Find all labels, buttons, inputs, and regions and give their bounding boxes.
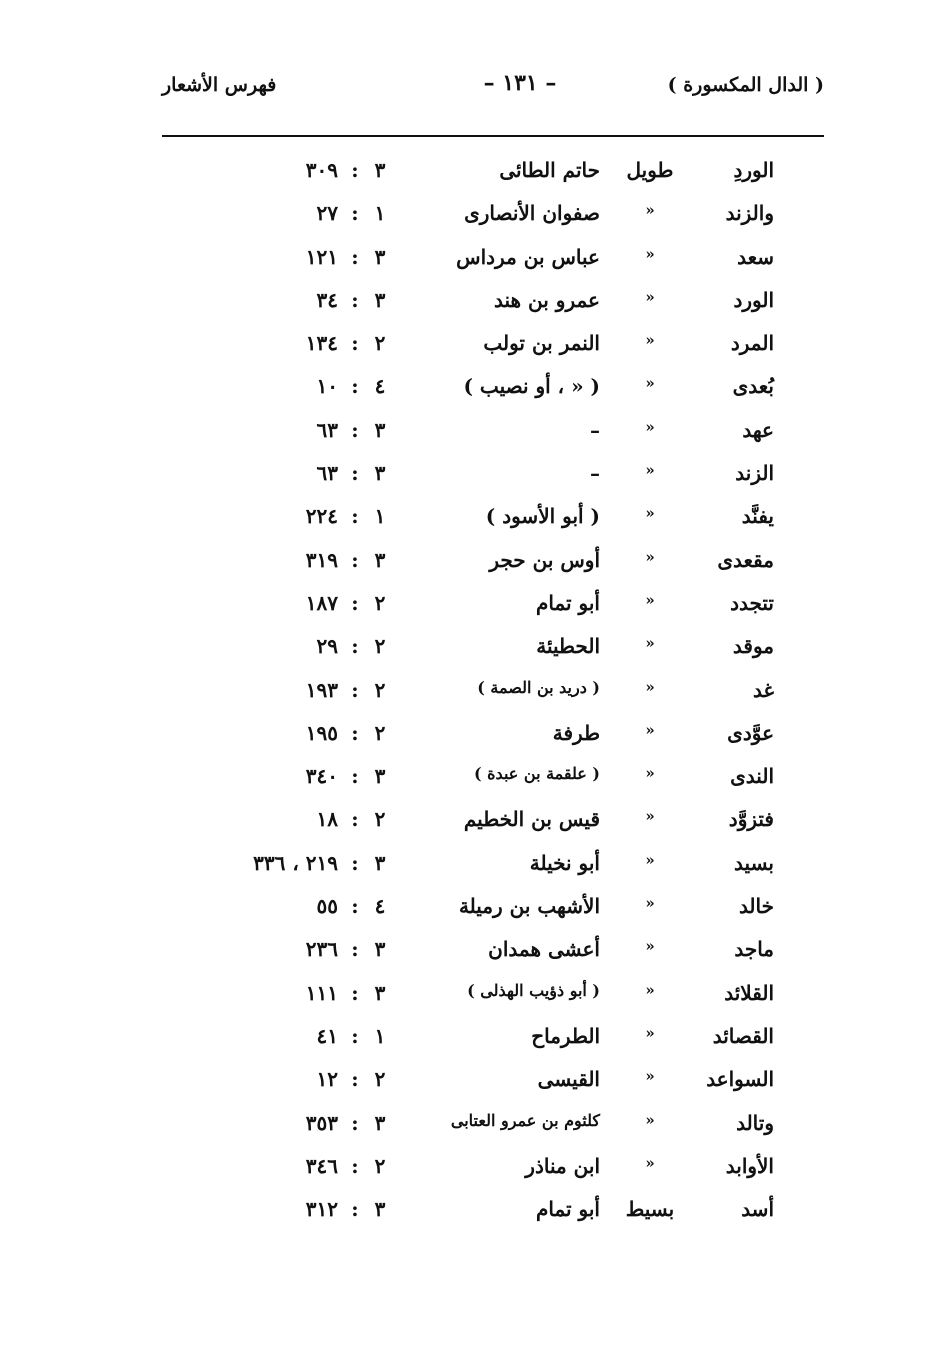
separator: : xyxy=(351,374,359,399)
volume-number: ٣ xyxy=(374,1110,386,1135)
meter: « xyxy=(645,201,655,220)
table-row xyxy=(0,542,950,585)
page-reference: ٣١٩ xyxy=(305,547,338,572)
meter: « xyxy=(645,764,655,783)
meter: « xyxy=(645,1067,655,1086)
separator: : xyxy=(351,720,359,745)
rhyme-word: الزند xyxy=(735,461,774,486)
rhyme-word: يفنَّد xyxy=(741,504,774,529)
meter: « xyxy=(645,504,655,523)
page-reference: ١٩٥ xyxy=(305,720,338,745)
rhyme-word: بُعدى xyxy=(732,374,774,399)
table-row xyxy=(0,455,950,498)
rhyme-word: ماجد xyxy=(734,937,774,962)
page-reference: ٤١ xyxy=(316,1023,338,1048)
volume-number: ٢ xyxy=(374,1153,386,1178)
volume-number: ٣ xyxy=(374,461,386,486)
rhyme-word: فتزوَّد xyxy=(728,807,774,832)
meter: « xyxy=(645,374,655,393)
rhyme-word: بسيد xyxy=(734,850,774,875)
volume-number: ٢ xyxy=(374,590,386,615)
meter: طويل xyxy=(626,158,674,182)
rhyme-word: سعد xyxy=(737,244,774,269)
rhyme-word: تتجدد xyxy=(730,590,774,615)
volume-number: ٢ xyxy=(374,720,386,745)
meter: « xyxy=(645,807,655,826)
header-rule xyxy=(162,135,824,137)
section-title: ( الدال المكسورة ) xyxy=(667,74,824,96)
poet-name: أعشى همدان xyxy=(488,937,600,962)
table-row xyxy=(0,758,950,801)
rhyme-word: السواعد xyxy=(706,1067,774,1092)
poet-name: الحطيئة xyxy=(536,634,600,659)
poet-name: القيسى xyxy=(537,1067,600,1092)
poet-name: صفوان الأنصارى xyxy=(464,201,600,226)
rhyme-word: الأوابد xyxy=(725,1153,774,1178)
meter: « xyxy=(645,720,655,739)
separator: : xyxy=(351,547,359,572)
separator: : xyxy=(351,894,359,919)
volume-number: ٣ xyxy=(374,417,386,442)
index-title: فهرس الأشعار xyxy=(162,74,277,96)
rhyme-word: عوَّدى xyxy=(727,720,774,745)
rhyme-word: القلائد xyxy=(724,980,774,1005)
page-reference: ٣٤٦ xyxy=(305,1153,338,1178)
page-reference: ١٨٧ xyxy=(305,590,338,615)
table-row xyxy=(0,1105,950,1148)
table-row xyxy=(0,888,950,931)
poet-name: طرفة xyxy=(552,720,600,745)
poet-name: الطرماح xyxy=(531,1023,600,1048)
rhyme-word: المرد xyxy=(730,331,774,356)
poet-name: ( أبو ذؤيب الهذلى ) xyxy=(467,980,600,1000)
meter: « xyxy=(645,547,655,566)
page-reference: ٢٢٤ xyxy=(305,504,338,529)
page-reference: ١٢١ xyxy=(305,244,338,269)
separator: : xyxy=(351,331,359,356)
page-reference: ١٠ xyxy=(316,374,338,399)
meter: « xyxy=(645,417,655,436)
table-row xyxy=(0,368,950,411)
separator: : xyxy=(351,1110,359,1135)
separator: : xyxy=(351,158,359,182)
meter: « xyxy=(645,677,655,696)
volume-number: ٣ xyxy=(374,244,386,269)
rhyme-word: غد xyxy=(753,677,774,702)
rhyme-word: الوردِ xyxy=(733,158,774,182)
table-row xyxy=(0,1061,950,1104)
table-row xyxy=(0,195,950,238)
separator: : xyxy=(351,850,359,875)
volume-number: ٤ xyxy=(374,894,386,919)
separator: : xyxy=(351,461,359,486)
rhyme-word: الورد xyxy=(733,287,774,312)
page-reference: ٢١٩ ، ٣٣٦ xyxy=(253,850,338,875)
table-row xyxy=(0,239,950,282)
table-row xyxy=(0,1191,950,1234)
meter: « xyxy=(645,287,655,306)
table-row xyxy=(0,498,950,541)
rhyme-word: عهد xyxy=(742,417,774,442)
rhyme-word: موقد xyxy=(732,634,774,659)
volume-number: ٣ xyxy=(374,1197,386,1222)
table-row xyxy=(0,975,950,1018)
table-row xyxy=(0,672,950,715)
table-row xyxy=(0,845,950,888)
poet-name: ( علقمة بن عبدة ) xyxy=(474,764,600,784)
meter: « xyxy=(645,590,655,609)
separator: : xyxy=(351,1023,359,1048)
volume-number: ١ xyxy=(374,1023,386,1048)
poet-name: ( أبو الأسود ) xyxy=(485,504,600,529)
separator: : xyxy=(351,937,359,962)
volume-number: ١ xyxy=(374,504,386,529)
volume-number: ٣ xyxy=(374,850,386,875)
page-reference: ٥٥ xyxy=(316,894,338,919)
volume-number: ٣ xyxy=(374,937,386,962)
table-row xyxy=(0,1018,950,1061)
volume-number: ٢ xyxy=(374,634,386,659)
meter: « xyxy=(645,850,655,869)
page-reference: ٦٣ xyxy=(316,461,338,486)
meter: « xyxy=(645,1153,655,1172)
separator: : xyxy=(351,201,359,226)
page-reference: ٣٤٠ xyxy=(305,764,338,789)
separator: : xyxy=(351,590,359,615)
page-reference: ١٣٤ xyxy=(305,331,338,356)
poet-name: أبو تمام xyxy=(535,1197,600,1222)
meter: « xyxy=(645,331,655,350)
poet-name: أبو تمام xyxy=(535,590,600,615)
meter: « xyxy=(645,461,655,480)
volume-number: ٣ xyxy=(374,764,386,789)
table-row xyxy=(0,801,950,844)
rhyme-word: خالد xyxy=(738,894,774,919)
page-reference: ١٢ xyxy=(316,1067,338,1092)
poet-name: – xyxy=(590,461,600,486)
page-reference: ٢٧ xyxy=(316,201,338,226)
separator: : xyxy=(351,1197,359,1222)
poet-name: ( دريد بن الصمة ) xyxy=(477,677,600,697)
poet-name: أوس بن حجر xyxy=(489,547,600,572)
table-row xyxy=(0,152,950,195)
separator: : xyxy=(351,1153,359,1178)
page-reference: ١١١ xyxy=(305,980,338,1005)
meter: « xyxy=(645,1110,655,1129)
separator: : xyxy=(351,1067,359,1092)
table-row xyxy=(0,1148,950,1191)
volume-number: ٣ xyxy=(374,547,386,572)
poet-name: حاتم الطائى xyxy=(499,158,600,182)
poet-name: عمرو بن هند xyxy=(494,287,600,312)
separator: : xyxy=(351,807,359,832)
separator: : xyxy=(351,417,359,442)
page-reference: ٣١٢ xyxy=(305,1197,338,1222)
rhyme-word: أسد xyxy=(741,1197,774,1222)
meter: « xyxy=(645,980,655,999)
table-row xyxy=(0,282,950,325)
page-reference: ١٩٣ xyxy=(305,677,338,702)
separator: : xyxy=(351,504,359,529)
poetry-index-table xyxy=(0,152,950,1234)
volume-number: ٢ xyxy=(374,1067,386,1092)
page-reference: ١٨ xyxy=(316,807,338,832)
poet-name: عباس بن مرداس xyxy=(456,244,600,269)
meter: « xyxy=(645,634,655,653)
rhyme-word: الندى xyxy=(730,764,774,789)
page-number: – ١٣١ – xyxy=(483,70,557,96)
poet-name: الأشهب بن رميلة xyxy=(458,894,600,919)
poet-name: النمر بن تولب xyxy=(483,331,600,356)
poet-name: ( « ، أو نصيب ) xyxy=(463,374,600,399)
page-reference: ٢٩ xyxy=(316,634,338,659)
separator: : xyxy=(351,980,359,1005)
table-row xyxy=(0,325,950,368)
page-reference: ٢٣٦ xyxy=(305,937,338,962)
rhyme-word: مقعدى xyxy=(717,547,774,572)
poet-name: ابن مناذر xyxy=(525,1153,600,1178)
separator: : xyxy=(351,244,359,269)
rhyme-word: وتالد xyxy=(736,1110,774,1135)
page-reference: ٣٤ xyxy=(316,287,338,312)
volume-number: ٣ xyxy=(374,980,386,1005)
poet-name: كلثوم بن عمرو العتابى xyxy=(450,1110,600,1130)
page-reference: ٦٣ xyxy=(316,417,338,442)
separator: : xyxy=(351,287,359,312)
volume-number: ٤ xyxy=(374,374,386,399)
meter: « xyxy=(645,937,655,956)
separator: : xyxy=(351,677,359,702)
table-row xyxy=(0,628,950,671)
volume-number: ١ xyxy=(374,201,386,226)
volume-number: ٢ xyxy=(374,331,386,356)
separator: : xyxy=(351,764,359,789)
volume-number: ٣ xyxy=(374,158,386,182)
page-reference: ٣٥٣ xyxy=(305,1110,338,1135)
table-row xyxy=(0,412,950,455)
meter: « xyxy=(645,244,655,263)
table-row xyxy=(0,931,950,974)
meter: بسيط xyxy=(625,1197,675,1222)
volume-number: ٢ xyxy=(374,807,386,832)
poet-name: أبو نخيلة xyxy=(529,850,600,875)
rhyme-word: والزند xyxy=(725,201,774,226)
poet-name: – xyxy=(590,417,600,442)
volume-number: ٣ xyxy=(374,287,386,312)
meter: « xyxy=(645,894,655,913)
meter: « xyxy=(645,1023,655,1042)
page-reference: ٣٠٩ xyxy=(305,158,338,182)
volume-number: ٢ xyxy=(374,677,386,702)
table-row xyxy=(0,715,950,758)
table-row xyxy=(0,585,950,628)
poet-name: قيس بن الخطيم xyxy=(463,807,600,832)
separator: : xyxy=(351,634,359,659)
rhyme-word: القصائد xyxy=(712,1023,774,1048)
